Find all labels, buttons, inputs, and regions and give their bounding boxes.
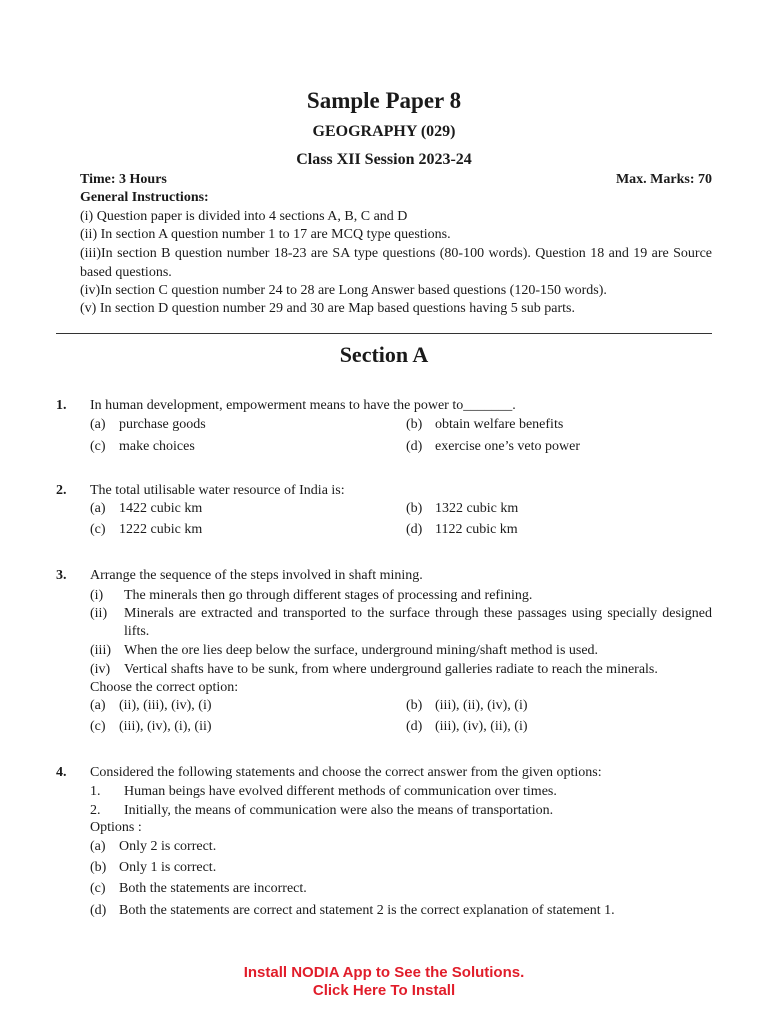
option-label: (c) [90,439,106,454]
option-label: (c) [90,881,106,896]
sequence-item [90,605,712,641]
option-text: purchase goods [119,417,206,432]
sequence-item [90,587,712,605]
instruction-text: In section B question number 18-23 are SA type questions (80-100 words). Question 18 and 19 are Source based questions. [80,246,712,280]
option-text: (iii), (ii), (iv), (i) [435,698,528,713]
option-label: (c) [90,719,106,734]
question-prompt: Choose the correct option: [90,680,239,695]
question-prompt: Options : [90,820,142,835]
option-c [90,719,212,735]
click-to-install-link[interactable]: Click Here To Install [312,982,456,999]
paper-title: Sample Paper 8 [306,88,462,113]
item-text: When the ore lies deep below the surface, underground mining/shaft method is used. [124,643,599,658]
instruction-item [80,245,712,282]
instruction-item [80,208,712,227]
option-label: (d) [406,439,423,454]
item-label: (iv) [90,662,111,677]
option-text: 1222 cubic km [119,522,203,537]
instruction-text: Question paper is divided into 4 sections A, B, C and D [96,209,408,224]
option-text: 1422 cubic km [119,501,203,516]
question-number: 1. [56,398,67,413]
option-label: (b) [406,501,423,516]
question-text: The total utilisable water resource of India is: [90,483,345,498]
statement-item [90,802,712,820]
instructions-heading: General Instructions: [80,190,209,205]
option-b [406,501,518,517]
option-text: exercise one’s veto power [435,439,580,454]
instruction-number: (iii) [80,246,101,261]
option-label: (a) [90,698,106,713]
option-d [406,719,528,735]
option-d [90,903,615,919]
option-text: Only 1 is correct. [119,860,217,875]
item-label: (iii) [90,643,111,658]
option-text: 1122 cubic km [435,522,518,537]
option-text: (iii), (iv), (ii), (i) [435,719,528,734]
item-label: (ii) [90,606,108,621]
time-label: Time: 3 Hours [80,172,167,187]
item-label: 1. [90,784,101,799]
question-text: Considered the following statements and choose the correct answer from the given options: [90,765,602,780]
item-label: (i) [90,588,104,603]
instruction-item [80,282,712,301]
option-text: (iii), (iv), (i), (ii) [119,719,212,734]
option-label: (d) [90,903,107,918]
question-text: Arrange the sequence of the steps involved in shaft mining. [90,568,423,583]
option-text: obtain welfare benefits [435,417,564,432]
option-label: (c) [90,522,106,537]
option-label: (b) [406,417,423,432]
sequence-item [90,661,712,679]
option-a [90,698,212,714]
option-c [90,522,202,538]
item-text: Initially, the means of communication were also the means of transportation. [124,803,554,818]
item-text: Minerals are extracted and transported to the surface through these passages using specially designed lifts. [124,606,712,639]
item-text: Vertical shafts have to be sunk, from where underground galleries radiate to reach the minerals. [124,662,658,677]
option-label: (a) [90,417,106,432]
option-a [90,417,206,433]
class-session: Class XII Session 2023-24 [296,151,472,168]
option-label: (b) [90,860,107,875]
option-d [406,439,580,455]
option-d [406,522,518,538]
option-label: (a) [90,501,106,516]
instruction-text: In section D question number 29 and 30 are Map based questions having 5 sub parts. [99,301,575,316]
instruction-number: (i) [80,209,94,224]
option-label: (d) [406,522,423,537]
instruction-number: (ii) [80,227,98,242]
max-marks-label: Max. Marks: 70 [615,172,712,187]
subject-title: GEOGRAPHY (029) [312,123,456,140]
option-b [406,417,563,433]
option-label: (b) [406,698,423,713]
section-title: Section A [339,342,429,367]
question-text: In human development, empowerment means to have the power to_______. [90,398,516,413]
instruction-item [80,300,712,319]
sequence-item [90,642,712,660]
item-text: Human beings have evolved different methods of communication over times. [124,784,557,799]
instruction-item [80,226,712,245]
install-app-link[interactable]: Install NODIA App to See the Solutions. [243,964,525,981]
option-text: Both the statements are correct and statement 2 is the correct explanation of statement 1. [119,903,615,918]
option-text: make choices [119,439,195,454]
option-b [406,698,528,714]
statement-item [90,783,712,801]
item-text: The minerals then go through different stages of processing and refining. [124,588,533,603]
option-c [90,439,195,455]
option-c [90,881,307,897]
question-number: 3. [56,568,67,583]
option-label: (d) [406,719,423,734]
option-text: Only 2 is correct. [119,839,217,854]
question-number: 2. [56,483,67,498]
option-text: Both the statements are incorrect. [119,881,307,896]
option-b [90,860,216,876]
option-text: (ii), (iii), (iv), (i) [119,698,212,713]
option-a [90,839,216,855]
option-text: 1322 cubic km [435,501,519,516]
instruction-number: (v) [80,301,97,316]
item-label: 2. [90,803,101,818]
instruction-text: In section C question number 24 to 28 are Long Answer based questions (120-150 words). [100,283,607,298]
section-divider [56,333,712,334]
option-a [90,501,202,517]
question-number: 4. [56,765,67,780]
option-label: (a) [90,839,106,854]
instruction-number: (iv) [80,283,101,298]
instruction-text: In section A question number 1 to 17 are MCQ type questions. [100,227,451,242]
